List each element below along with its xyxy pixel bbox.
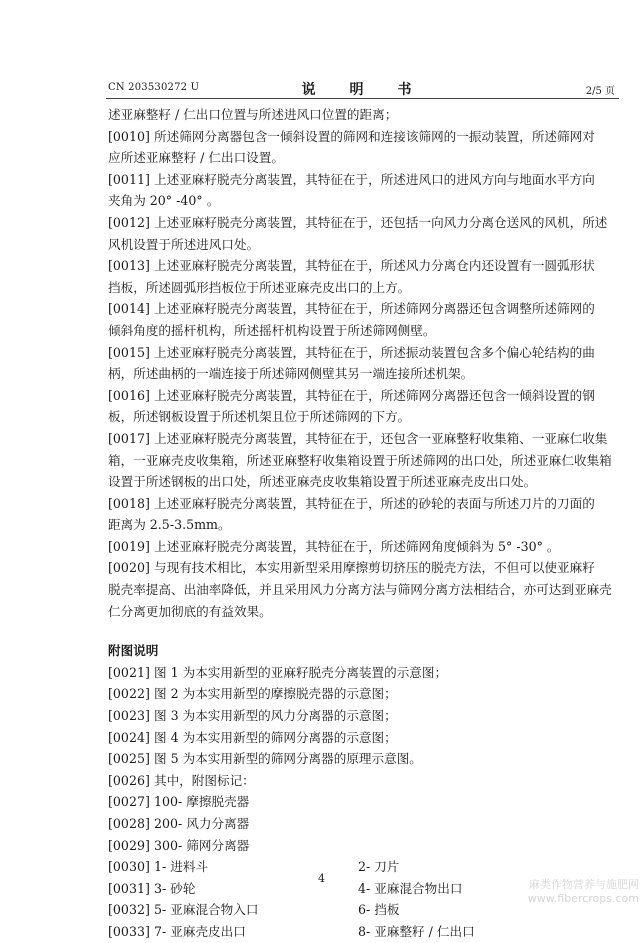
- document-title: 说 明 书: [301, 82, 422, 98]
- paragraph-text: 图 1 为本实用新型的亚麻籽脱壳分离装置的示意图；: [154, 664, 448, 680]
- header-divider: [106, 98, 619, 99]
- paragraph-line: [108, 234, 616, 256]
- paragraph-number: [0023]: [108, 708, 150, 724]
- paragraph-number: [0027]: [108, 794, 150, 810]
- paragraph-number: [0021]: [108, 664, 150, 680]
- paragraph-line: [108, 342, 616, 364]
- label-item: 7- 亚麻壳皮出口: [154, 923, 246, 939]
- paragraph-text: 上述亚麻籽脱壳分离装置，其特征在于，所述筛网分离器还包含一倾斜设置的钢: [154, 387, 595, 403]
- paragraph-number: [0032]: [108, 902, 150, 918]
- paragraph-text: 夹角为 20° -40° 。: [108, 193, 220, 209]
- paragraph-text: 设置于所述钢板的出口处，所述亚麻壳皮收集箱设置于所述亚麻壳皮出口处。: [108, 474, 537, 490]
- label-row: [108, 921, 616, 943]
- paragraph-text: 仁分离更加彻底的有益效果。: [108, 603, 272, 619]
- document-body: [108, 104, 616, 943]
- paragraph-text: 板，所述钢板设置于所述机架且位于所述筛网的下方。: [108, 409, 411, 425]
- paragraph-text: 图 3 为本实用新型的风力分离器的示意图；: [154, 708, 397, 724]
- paragraph-text: 上述亚麻籽脱壳分离装置，其特征在于，所述进风口的进风方向与地面水平方向: [154, 171, 595, 187]
- paragraph-line: [108, 450, 616, 472]
- claims-paragraphs: [108, 126, 616, 623]
- paragraph-number: [0026]: [108, 772, 150, 788]
- paragraph-line: [108, 126, 616, 148]
- paragraph-number: [0025]: [108, 751, 150, 767]
- paragraph-text: 上述亚麻籽脱壳分离装置，其特征在于，所述筛网分离器还包含调整所述筛网的: [154, 301, 595, 317]
- paragraph-number: [0011]: [108, 171, 150, 187]
- paragraph-line: [108, 385, 616, 407]
- paragraph-text: 上述亚麻籽脱壳分离装置，其特征在于，还包括一向风力分离仓送风的风机，所述: [154, 214, 608, 230]
- figure-description-list: [108, 662, 616, 856]
- section-title: 附图说明: [108, 643, 159, 659]
- figure-paragraph: [108, 727, 616, 749]
- watermark-url: www.fibercrops.com: [527, 892, 639, 905]
- page-number: 4: [318, 872, 325, 885]
- figure-paragraph: [108, 705, 616, 727]
- paragraph-text: 其中，附图标记：: [154, 772, 255, 788]
- paragraph-number: [0030]: [108, 859, 150, 875]
- section-gap: [108, 622, 616, 640]
- paragraph-text: 图 2 为本实用新型的摩擦脱壳器的示意图；: [154, 686, 397, 702]
- paragraph-number: [0015]: [108, 344, 150, 360]
- figure-paragraph: [108, 683, 616, 705]
- paragraph-line: [108, 514, 616, 536]
- paragraph-number: [0018]: [108, 495, 150, 511]
- watermark-title: 麻类作物营养与施肥网: [529, 878, 639, 891]
- paragraph-line: [108, 277, 616, 299]
- figure-paragraph: [108, 813, 616, 835]
- paragraph-text: 脱壳率提高、出油率降低，并且采用风力分离方法与筛网分离方法相结合，亦可达到亚麻壳: [108, 582, 612, 598]
- figure-paragraph: [108, 835, 616, 857]
- figure-paragraph: [108, 770, 616, 792]
- paragraph-number: [0020]: [108, 560, 150, 576]
- paragraph-line: [108, 406, 616, 428]
- paragraph-number: [0022]: [108, 686, 150, 702]
- paragraph-text: 上述亚麻籽脱壳分离装置，其特征在于，所述筛网角度倾斜为 5° -30° 。: [154, 538, 560, 554]
- paragraph-number: [0013]: [108, 258, 150, 274]
- paragraph-number: [0010]: [108, 128, 150, 144]
- paragraph-line: [108, 147, 616, 169]
- paragraph-line: [108, 579, 616, 601]
- paragraph-line: [108, 255, 616, 277]
- paragraph-text: 挡板，所述圆弧形挡板位于所述亚麻壳皮出口的上方。: [108, 279, 411, 295]
- paragraph-text: 300- 筛网分离器: [154, 837, 250, 853]
- label-item: 1- 进料斗: [154, 859, 209, 875]
- paragraph-line: [108, 320, 616, 342]
- paragraph-number: [0012]: [108, 214, 150, 230]
- paragraph-line: [108, 190, 616, 212]
- label-item: 6- 挡板: [358, 902, 400, 918]
- paragraph-number: [0024]: [108, 729, 150, 745]
- paragraph-text: 图 5 为本实用新型的筛网分离器的原理示意图。: [154, 751, 422, 767]
- paragraph-text: 200- 风力分离器: [154, 816, 250, 831]
- paragraph-number: [0033]: [108, 923, 150, 939]
- figure-paragraph: [108, 791, 616, 813]
- site-watermark: [528, 878, 639, 906]
- paragraph-line: [108, 601, 616, 623]
- continuation-line: 述亚麻整籽 / 仁出口位置与所述进风口位置的距离；: [108, 107, 398, 122]
- paragraph-number: [0014]: [108, 301, 150, 317]
- paragraph-line: [108, 536, 616, 558]
- paragraph-number: [0016]: [108, 387, 150, 403]
- paragraph-text: 上述亚麻籽脱壳分离装置，其特征在于，所述振动装置包含多个偏心轮结构的曲: [154, 344, 595, 360]
- label-item: 4- 亚麻混合物出口: [358, 880, 463, 896]
- paragraph-text: 上述亚麻籽脱壳分离装置，其特征在于，所述的砂轮的表面与所述刀片的刀面的: [154, 495, 595, 511]
- paragraph-number: [0017]: [108, 430, 150, 446]
- paragraph-line: [108, 493, 616, 515]
- paragraph-number: [0019]: [108, 538, 150, 554]
- paragraph-line: [108, 212, 616, 234]
- paragraph-text: 风机设置于所述进风口处。: [108, 236, 260, 252]
- paragraph-line: [108, 471, 616, 493]
- paragraph-text: 上述亚麻籽脱壳分离装置，其特征在于，还包含一亚麻整籽收集箱、一亚麻仁收集: [154, 430, 608, 446]
- label-item: 5- 亚麻混合物入口: [154, 902, 259, 918]
- paragraph-text: 柄，所述曲柄的一端连接于所述筛网侧壁其另一端连接所述机架。: [108, 366, 474, 382]
- paragraph-line: [108, 298, 616, 320]
- paragraph-text: 箱，一亚麻壳皮收集箱，所述亚麻整籽收集箱设置于所述筛网的出口处，所述亚麻仁收集箱: [108, 452, 612, 468]
- paragraph-number: [0029]: [108, 837, 150, 853]
- page-indicator: 2/5 页: [585, 86, 615, 97]
- paragraph-line: [108, 363, 616, 385]
- paragraph-line: [108, 169, 616, 191]
- paragraph-text: 所述筛网分离器包含一倾斜设置的筛网和连接该筛网的一振动装置，所述筛网对: [154, 128, 595, 144]
- paragraph-text: 图 4 为本实用新型的筛网分离器的示意图；: [154, 729, 397, 745]
- page-header: [108, 79, 615, 97]
- figure-paragraph: [108, 748, 616, 770]
- paragraph-text: 上述亚麻籽脱壳分离装置，其特征在于，所述风力分离仓内还设置有一圆弧形状: [154, 258, 595, 274]
- label-item: 2- 刀片: [358, 859, 400, 875]
- label-item: 8- 亚麻整籽 / 仁出口: [358, 923, 475, 939]
- paragraph-text: 100- 摩擦脱壳器: [154, 794, 250, 810]
- paragraph-line: [108, 428, 616, 450]
- patent-number: CN 203530272 U: [108, 82, 200, 93]
- paragraph-number: [0028]: [108, 816, 150, 831]
- paragraph-text: 倾斜角度的摇杆机构，所述摇杆机构设置于所述筛网侧壁。: [108, 322, 436, 338]
- label-item: 3- 砂轮: [154, 880, 196, 896]
- paragraph-line: [108, 557, 616, 579]
- paragraph-text: 与现有技术相比，本实用新型采用摩擦剪切挤压的脱壳方法，不但可以使亚麻籽: [154, 560, 595, 576]
- paragraph-number: [0031]: [108, 880, 150, 896]
- paragraph-text: 应所述亚麻整籽 / 仁出口设置。: [108, 150, 284, 166]
- paragraph-text: 距离为 2.5-3.5mm。: [108, 517, 231, 533]
- figure-paragraph: [108, 662, 616, 684]
